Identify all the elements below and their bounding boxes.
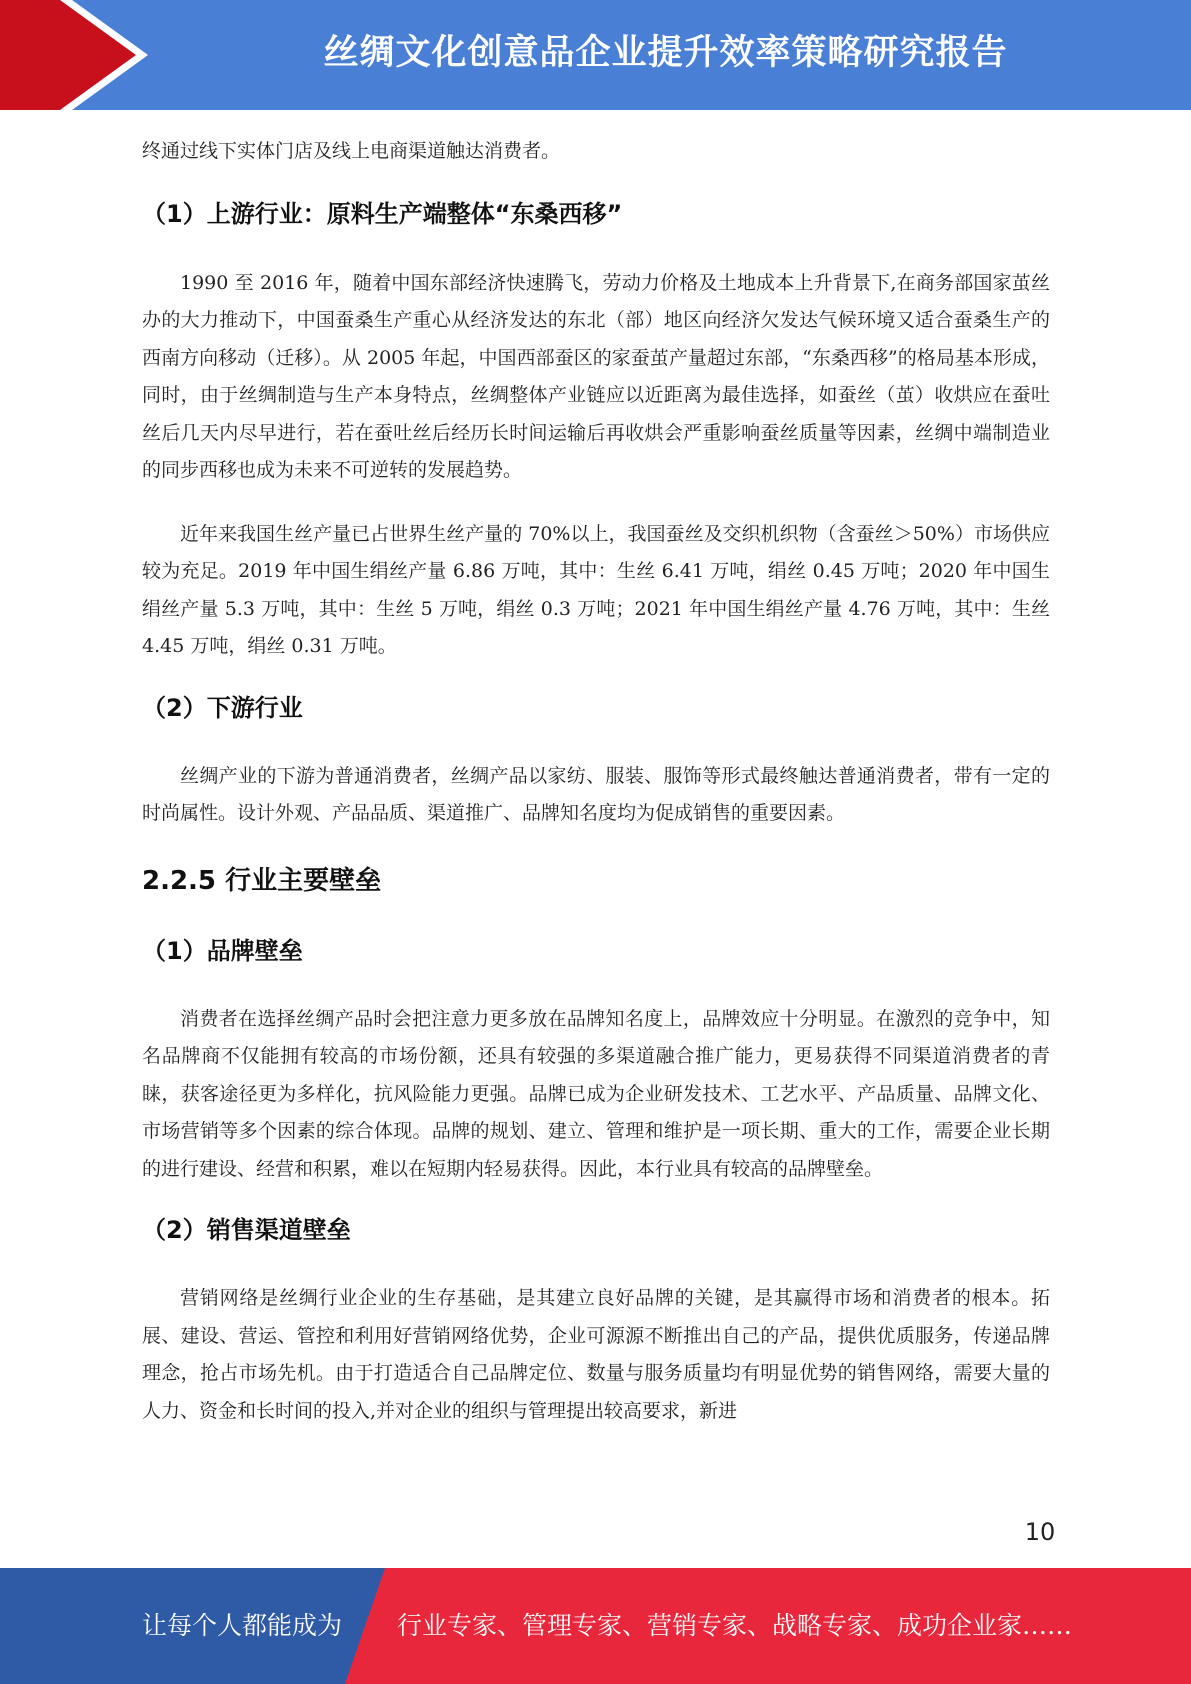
intro-line: 终通过线下实体门店及线上电商渠道触达消费者。 — [142, 140, 561, 162]
paragraph-channel-barrier: 营销网络是丝绸行业企业的生存基础，是其建立良好品牌的关键，是其赢得市场和消费者的根本。拓展、建设、营运、管控和利用好营销网络优势，企业可源源不断推出自己的产品，提供优质服务，传递品牌理念，抢占市场先机。由于打造适合自己品牌定位、数量与服务质量均有明显优势的销售网络，需要大量的人力、资金和长时间的投入,并对企业的组织与管理提出较高要求，新进 — [142, 1287, 1050, 1422]
paragraph-brand-barrier: 消费者在选择丝绸产品时会把注意力更多放在品牌知名度上，品牌效应十分明显。在激烈的竞争中，知名品牌商不仅能拥有较高的市场份额，还具有较强的多渠道融合推广能力，更易获得不同渠道消费者的青睐，获客途径更为多样化，抗风险能力更强。品牌已成为企业研发技术、工艺水平、产品质量、品牌文化、市场营销等多个因素的综合体现。品牌的规划、建立、管理和维护是一项长期、重大的工作，需要企业长期的进行建设、经营和积累，难以在短期内轻易获得。因此，本行业具有较高的品牌壁垒。 — [142, 1007, 1050, 1180]
section-heading-channel-barrier: （2）销售渠道壁垒 — [142, 1216, 351, 1244]
page-footer — [0, 1568, 1191, 1684]
main-content — [142, 133, 1050, 1430]
section-heading-barriers: 2.2.5 行业主要壁垒 — [142, 865, 382, 896]
page-header — [0, 0, 1191, 110]
footer-slogan-right: 行业专家、管理专家、营销专家、战略专家、成功企业家…… — [397, 1611, 1073, 1640]
paragraph-downstream-1: 丝绸产业的下游为普通消费者，丝绸产品以家纺、服装、服饰等形式最终触达普通消费者，带有一定的时尚属性。设计外观、产品品质、渠道推广、品牌知名度均为促成销售的重要因素。 — [142, 764, 1050, 824]
section-heading-upstream: （1）上游行业：原料生产端整体“东桑西移” — [142, 199, 623, 228]
section-heading-brand-barrier: （1）品牌壁垒 — [142, 936, 303, 965]
report-title: 丝绸文化创意品企业提升效率策略研究报告 — [323, 33, 1008, 73]
paragraph-upstream-1: 1990 至 2016 年，随着中国东部经济快速腾飞，劳动力价格及土地成本上升背景下,在商务部国家茧丝办的大力推动下，中国蚕桑生产重心从经济发达的东北（部）地区向经济欠发达气候环境又适合蚕桑生产的西南方向移动（迁移）。从 2005 年起，中国西部蚕区的家蚕茧产量超过东部，“东桑西移”的格局基本形成，同时，由于丝绸制造与生产本身特点，丝绸整体产业链应以近距离为最佳选择，如蚕丝（茧）收烘应在蚕吐丝后几天内尽早进行，若在蚕吐丝后经历长时间运输后再收烘会严重影响蚕丝质量等因素，丝绸中端制造业的同步西移也成为未来不可逆转的发展趋势。 — [142, 271, 1050, 481]
section-heading-downstream: （2）下游行业 — [142, 693, 303, 722]
paragraph-upstream-2: 近年来我国生丝产量已占世界生丝产量的 70%以上，我国蚕丝及交织机织物（含蚕丝＞50%）市场供应较为充足。2019 年中国生绢丝产量 6.86 万吨，其中：生丝 6.41 万吨，绢丝 0.45 万吨；2020 年中国生绢丝产量 5.3 万吨，其中：生丝 5 万吨，绢丝 0.3 万吨；2021 年中国生绢丝产量 4.76 万吨，其中：生丝 4.45 万吨，绢丝 0.31 万吨。 — [142, 522, 1050, 657]
page-number: 10 — [1024, 1518, 1056, 1546]
footer-slogan-left: 让每个人都能成为 — [142, 1611, 343, 1640]
